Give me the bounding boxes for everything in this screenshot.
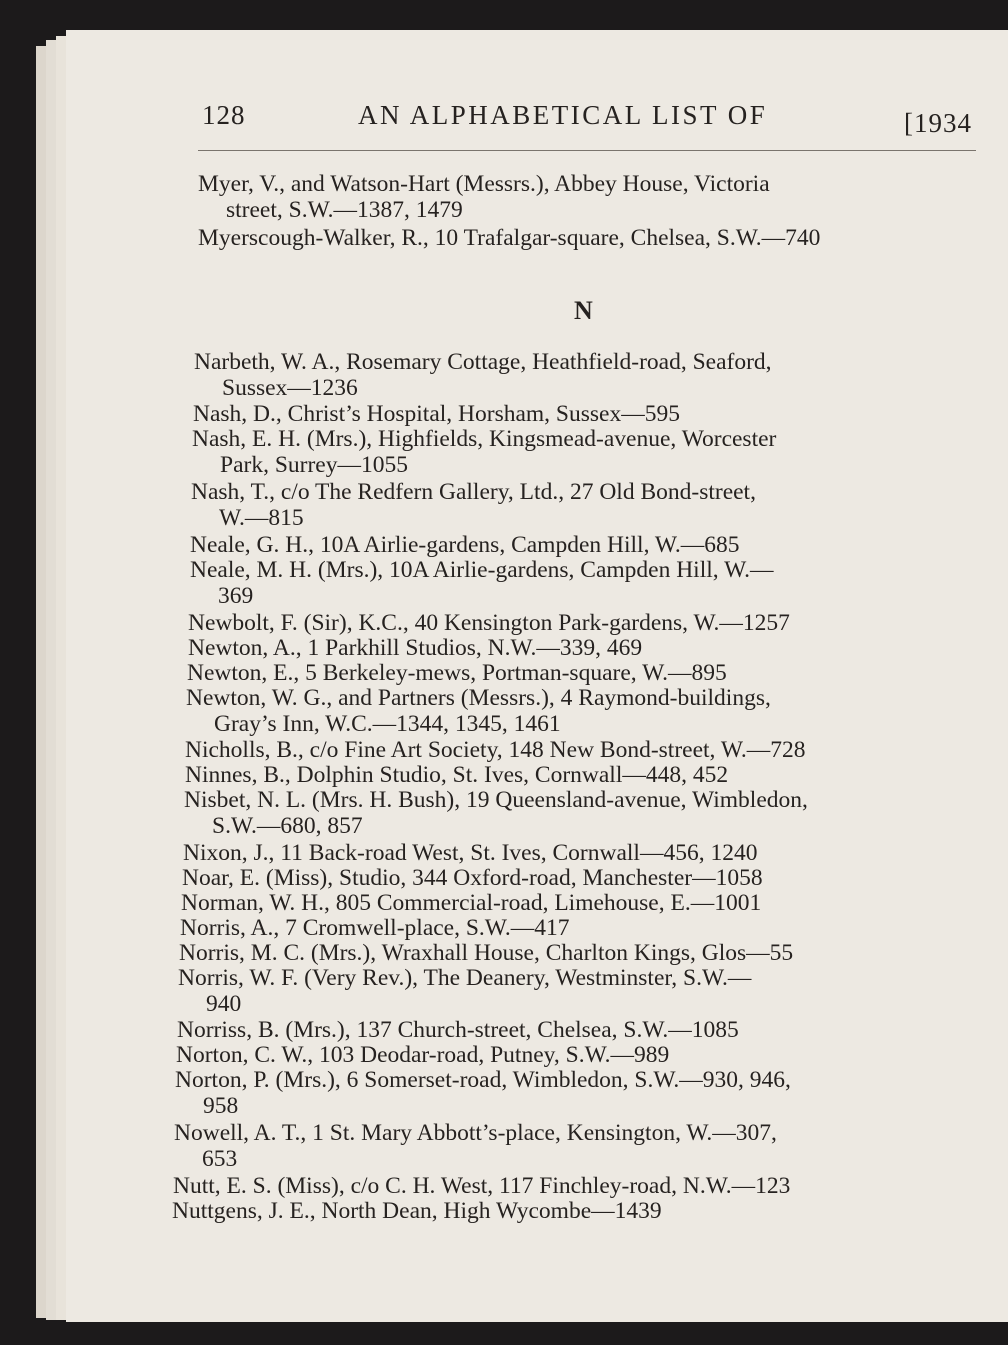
- entry-line: Nash, T., c/o The Redfern Gallery, Ltd., 27 Old Bond-street,: [191, 479, 756, 505]
- entry-continuation: W.—815: [219, 504, 304, 531]
- entry-line: Myerscough-Walker, R., 10 Trafalgar-square, Chelsea, S.W.—740: [198, 225, 821, 251]
- entry-continuation: Sussex—1236: [222, 374, 358, 401]
- entry-continuation: 940: [206, 990, 242, 1017]
- list-entry: [173, 1174, 790, 1200]
- entry-line: Norriss, B. (Mrs.), 137 Church-street, Chelsea, S.W.—1085: [177, 1017, 739, 1043]
- entry-line: Neale, M. H. (Mrs.), 10A Airlie-gardens, Campden Hill, W.—: [190, 557, 774, 583]
- entry-line: Norris, W. F. (Very Rev.), The Deanery, Westminster, S.W.—: [178, 965, 752, 991]
- list-entry: [194, 350, 772, 401]
- entry-line: Nixon, J., 11 Back-road West, St. Ives, Cornwall—456, 1240: [183, 840, 758, 866]
- entry-line: Nicholls, B., c/o Fine Art Society, 148 New Bond-street, W.—728: [185, 737, 806, 763]
- entry-line: Norton, P. (Mrs.), 6 Somerset-road, Wimbledon, S.W.—930, 946,: [175, 1067, 791, 1093]
- entry-line: Nisbet, N. L. (Mrs. H. Bush), 19 Queensland-avenue, Wimbledon,: [184, 787, 808, 813]
- entry-line: Nutt, E. S. (Miss), c/o C. H. West, 117 Finchley-road, N.W.—123: [173, 1173, 791, 1199]
- list-entry: [193, 402, 680, 428]
- book-page: [66, 30, 1008, 1322]
- entry-line: Norris, A., 7 Cromwell-place, S.W.—417: [180, 915, 570, 941]
- entry-continuation: Gray’s Inn, W.C.—1344, 1345, 1461: [214, 710, 561, 737]
- list-entry: [198, 172, 770, 223]
- list-entry: [178, 966, 751, 1017]
- entry-line: Nuttgens, J. E., North Dean, High Wycombe—1439: [172, 1198, 662, 1224]
- entry-continuation: 958: [203, 1092, 239, 1119]
- section-letter: N: [574, 296, 594, 325]
- list-entry: [177, 1018, 739, 1044]
- entry-line: Newton, W. G., and Partners (Messrs.), 4 Raymond-buildings,: [186, 685, 771, 711]
- entry-line: Nash, D., Christ’s Hospital, Horsham, Sussex—595: [193, 401, 680, 427]
- year-label: [1934: [904, 108, 972, 138]
- entry-line: Norman, W. H., 805 Commercial-road, Limehouse, E.—1001: [181, 890, 762, 916]
- list-entry: [190, 533, 740, 559]
- page-number: 128: [202, 100, 246, 130]
- list-entry: [182, 866, 763, 892]
- entry-continuation: 369: [218, 582, 254, 609]
- list-entry: [191, 480, 756, 531]
- entry-line: Newton, E., 5 Berkeley-mews, Portman-square, W.—895: [187, 660, 727, 686]
- entry-line: Newton, A., 1 Parkhill Studios, N.W.—339, 469: [188, 635, 643, 661]
- list-entry: [192, 427, 776, 478]
- entry-line: Narbeth, W. A., Rosemary Cottage, Heathfield-road, Seaford,: [194, 349, 772, 375]
- list-entry: [176, 1043, 669, 1069]
- list-entry: [179, 941, 793, 967]
- entry-continuation: 653: [202, 1145, 238, 1172]
- list-entry: [187, 661, 727, 687]
- running-head: [66, 100, 1008, 140]
- entry-line: Nash, E. H. (Mrs.), Highfields, Kingsmead-avenue, Worcester: [192, 426, 777, 452]
- list-entry: [174, 1121, 777, 1172]
- entry-continuation: street, S.W.—1387, 1479: [226, 196, 463, 223]
- list-entry: [183, 841, 757, 867]
- list-entry: [190, 558, 774, 609]
- entry-line: Norton, C. W., 103 Deodar-road, Putney, S.W.—989: [176, 1042, 670, 1068]
- entry-line: Norris, M. C. (Mrs.), Wraxhall House, Charlton Kings, Glos—55: [179, 940, 794, 966]
- header-rule: [198, 150, 976, 151]
- entry-line: Ninnes, B., Dolphin Studio, St. Ives, Cornwall—448, 452: [185, 762, 729, 788]
- list-entry: [188, 636, 642, 662]
- list-entry: [172, 1199, 662, 1225]
- list-entry: [181, 891, 761, 917]
- entry-line: Nowell, A. T., 1 St. Mary Abbott’s-place, Kensington, W.—307,: [174, 1120, 777, 1146]
- entry-line: Myer, V., and Watson-Hart (Messrs.), Abbey House, Victoria: [198, 171, 770, 197]
- running-title: AN ALPHABETICAL LIST OF: [358, 100, 768, 130]
- entry-line: Noar, E. (Miss), Studio, 344 Oxford-road, Manchester—1058: [182, 865, 763, 891]
- list-entry: [188, 611, 790, 637]
- entry-continuation: S.W.—680, 857: [212, 812, 363, 839]
- list-entry: [185, 763, 728, 789]
- entry-line: Neale, G. H., 10A Airlie-gardens, Campden Hill, W.—685: [190, 532, 740, 558]
- list-entry: [198, 226, 820, 252]
- list-entry: [180, 916, 569, 942]
- list-entry: [175, 1068, 791, 1119]
- list-entry: [186, 686, 771, 737]
- entry-line: Newbolt, F. (Sir), K.C., 40 Kensington Park-gardens, W.—1257: [188, 610, 790, 636]
- list-entry: [185, 738, 806, 764]
- entry-continuation: Park, Surrey—1055: [220, 451, 408, 478]
- list-entry: [184, 788, 808, 839]
